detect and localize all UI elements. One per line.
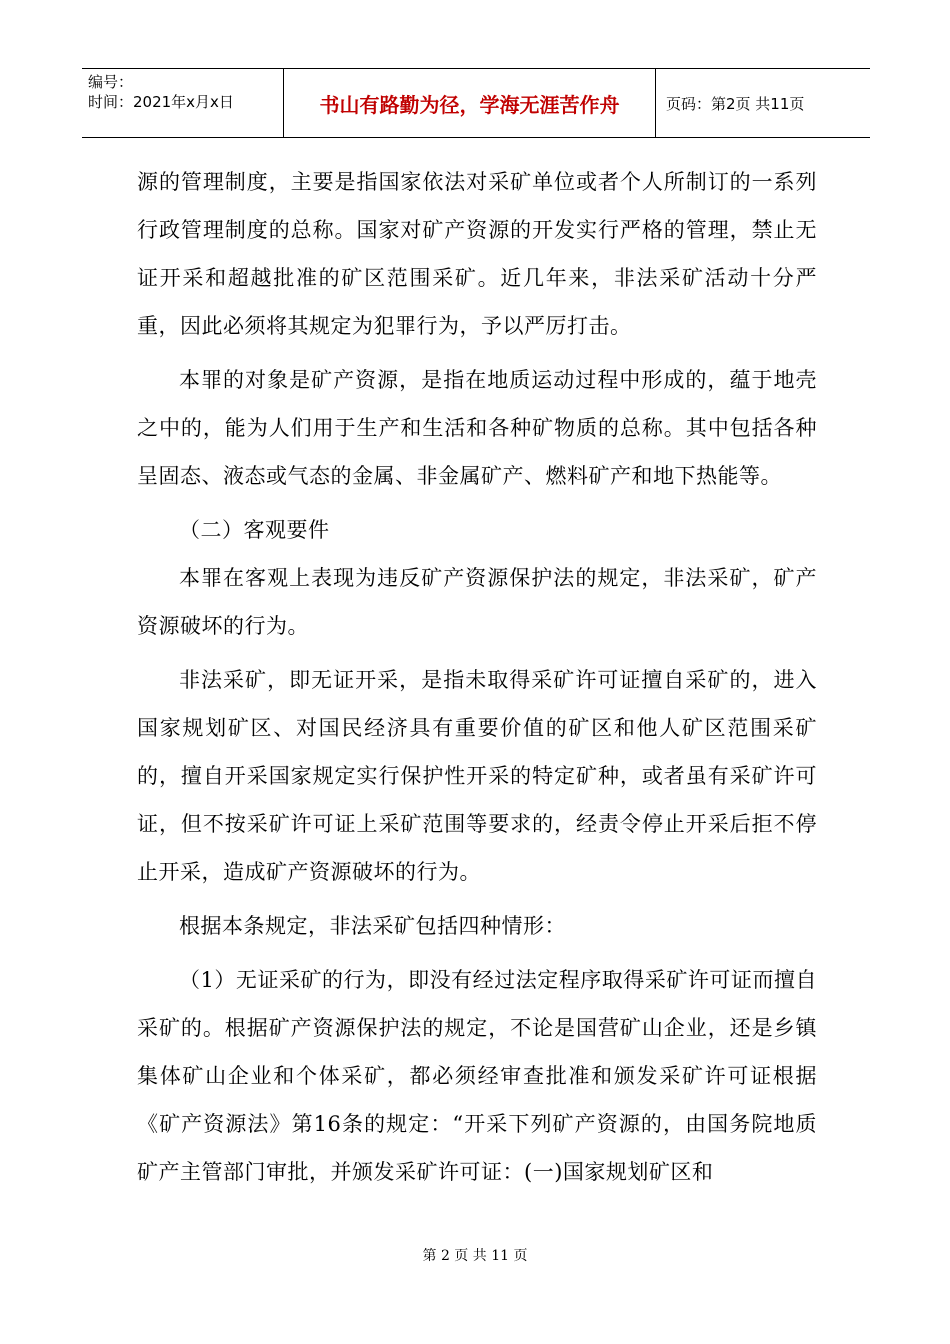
paragraph: （1）无证采矿的行为，即没有经过法定程序取得采矿许可证而擅自采矿的。根据矿产资源保护法的规定，不论是国营矿山企业，还是乡镇集体矿山企业和个体采矿，都必须经审查批准和颁发采矿许可证根据《矿产资源法》第16条的规定：“开采下列矿产资源的，由国务院地质矿产主管部门审批，并颁发采矿许可证：(一)国家规划矿区和 (137, 968, 817, 1184)
document-body (137, 158, 817, 1196)
paragraph: 本罪的对象是矿产资源，是指在地质运动过程中形成的，蕴于地壳之中的，能为人们用于生产和生活和各种矿物质的总称。其中包括各种呈固态、液态或气态的金属、非金属矿产、燃料矿产和地下热能等。 (137, 368, 817, 488)
document-number-label: 编号： (88, 73, 134, 91)
page-footer: 第 2 页 共 11 页 (422, 1248, 528, 1264)
section-heading: （二）客观要件 (179, 518, 330, 542)
paragraph: 根据本条规定，非法采矿包括四种情形： (179, 914, 566, 938)
document-time-label: 时间：2021年x月x日 (88, 93, 234, 111)
page-header (82, 68, 870, 138)
paragraph: 源的管理制度，主要是指国家依法对采矿单位或者个人所制订的一系列行政管理制度的总称。国家对矿产资源的开发实行严格的管理，禁止无证开采和超越批准的矿区范围采矿。近几年来，非法采矿活动十分严重，因此必须将其规定为犯罪行为，予以严厉打击。 (137, 170, 817, 338)
header-motto: 书山有路勤为径，学海无涯苦作舟 (284, 69, 656, 137)
paragraph: 本罪在客观上表现为违反矿产资源保护法的规定，非法采矿，矿产资源破坏的行为。 (137, 566, 817, 638)
paragraph: 非法采矿，即无证开采，是指未取得采矿许可证擅自采矿的，进入国家规划矿区、对国民经济具有重要价值的矿区和他人矿区范围采矿的，擅自开采国家规定实行保护性开采的特定矿种，或者虽有采矿许可证，但不按采矿许可证上采矿范围等要求的，经责令停止开采后拒不停止开采，造成矿产资源破坏的行为。 (137, 668, 817, 884)
header-meta (82, 69, 284, 137)
header-page-info: 页码：第2页 共11页 (666, 94, 805, 113)
